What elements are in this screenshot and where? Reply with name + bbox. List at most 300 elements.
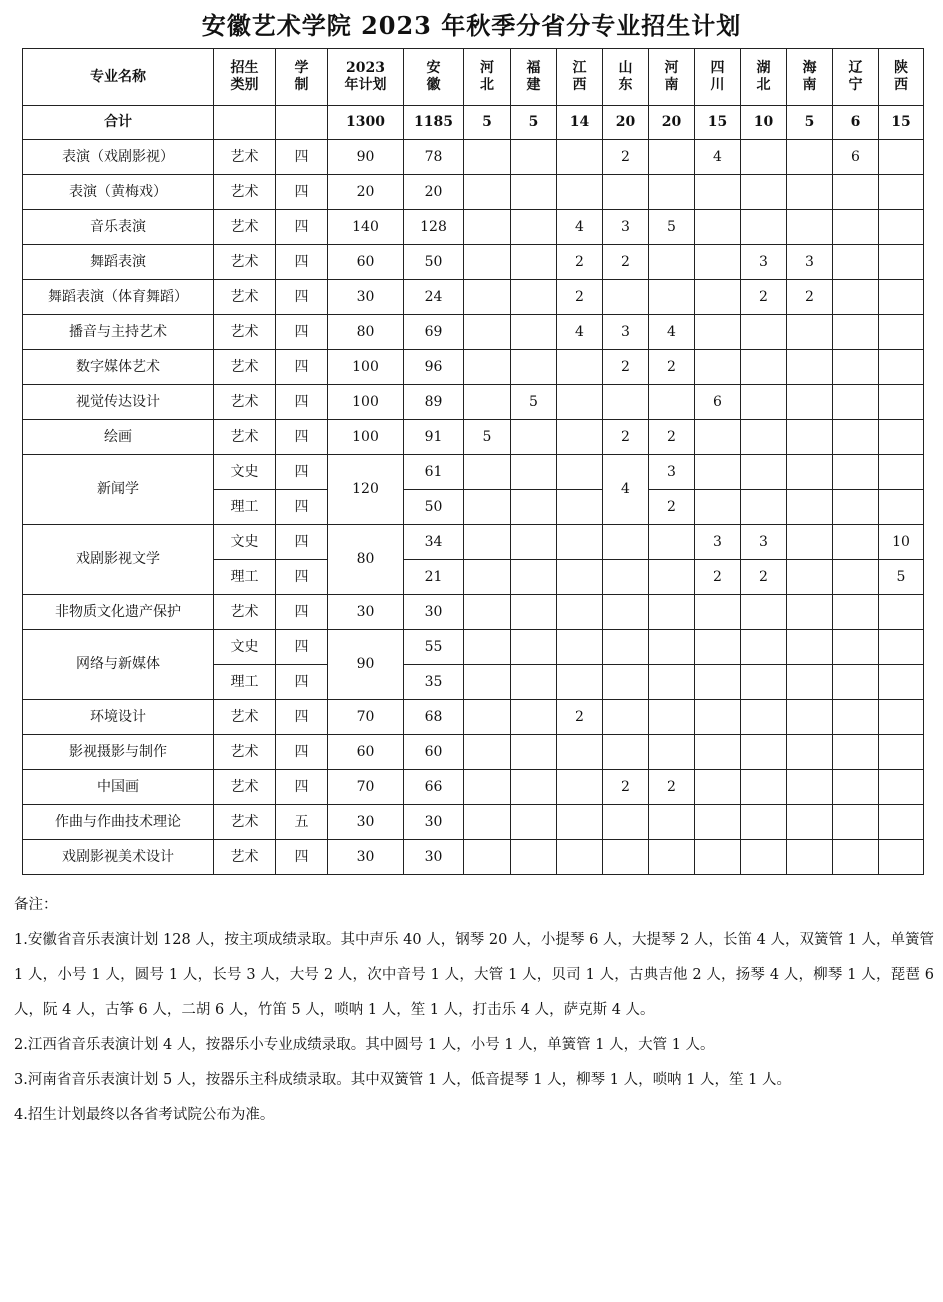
province-cell: 50 [404,245,464,280]
province-cell [741,210,787,245]
table-row [23,175,924,210]
duration-cell: 四 [276,175,328,210]
province-cell [879,490,924,525]
major-name: 音乐表演 [23,210,214,245]
province-cell [464,525,511,560]
province-cell: 3 [695,525,741,560]
province-cell [787,490,833,525]
province-cell [741,735,787,770]
province-cell [741,140,787,175]
table-row [23,385,924,420]
plan-cell: 90 [328,630,404,700]
province-cell: 2 [741,280,787,315]
plan-cell: 80 [328,525,404,595]
province-cell [649,175,695,210]
plan-cell: 90 [328,140,404,175]
plan-cell: 20 [328,175,404,210]
table-row [23,595,924,630]
header-major: 专业名称 [23,49,214,106]
province-cell [787,700,833,735]
duration-cell: 四 [276,280,328,315]
note-item: 4.招生计划最终以各省考试院公布为准。 [14,1107,275,1123]
header-province: 河 北 [464,49,511,106]
table-row [23,700,924,735]
province-cell [741,490,787,525]
province-cell: 2 [603,140,649,175]
plan-cell: 140 [328,210,404,245]
note-item: 2.江西省音乐表演计划 4 人，按器乐小专业成绩录取。其中圆号 1 人，小号 1 人，单簧管 1 人，大管 1 人。 [14,1037,715,1053]
table-row [23,630,924,665]
province-cell [464,560,511,595]
province-cell [557,805,603,840]
total-cell: 1185 [404,106,464,140]
province-cell: 30 [404,595,464,630]
plan-cell: 100 [328,350,404,385]
province-cell [787,315,833,350]
province-cell [787,770,833,805]
province-cell [741,805,787,840]
province-cell [603,700,649,735]
province-cell [787,140,833,175]
province-cell [879,595,924,630]
province-cell [511,455,557,490]
province-cell [603,525,649,560]
category-cell: 文史 [214,525,276,560]
category-cell: 艺术 [214,175,276,210]
category-cell: 艺术 [214,840,276,875]
province-cell [603,735,649,770]
province-cell: 68 [404,700,464,735]
province-cell [695,805,741,840]
province-cell [464,735,511,770]
province-cell [557,350,603,385]
duration-cell: 四 [276,490,328,525]
province-cell [833,315,879,350]
province-cell [741,350,787,385]
province-cell [879,805,924,840]
duration-cell: 四 [276,210,328,245]
province-cell: 21 [404,560,464,595]
category-cell: 理工 [214,665,276,700]
notes-heading: 备注： [14,897,58,913]
plan-cell: 60 [328,735,404,770]
province-cell [649,280,695,315]
province-cell [464,770,511,805]
duration-cell: 四 [276,665,328,700]
plan-cell: 120 [328,455,404,525]
province-cell [695,735,741,770]
province-cell [511,280,557,315]
total-cell: 5 [511,106,557,140]
province-cell: 2 [557,280,603,315]
province-cell [833,595,879,630]
table-row [23,140,924,175]
province-cell [695,630,741,665]
major-name: 网络与新媒体 [23,630,214,700]
province-cell [464,665,511,700]
province-cell: 5 [649,210,695,245]
province-cell [649,805,695,840]
table-cell [276,106,328,140]
province-cell [649,735,695,770]
category-cell: 理工 [214,560,276,595]
duration-cell: 四 [276,385,328,420]
province-cell: 30 [404,840,464,875]
province-cell [741,175,787,210]
province-cell [649,525,695,560]
total-cell: 20 [649,106,695,140]
province-cell: 5 [511,385,557,420]
province-cell [511,245,557,280]
province-cell: 5 [879,560,924,595]
duration-cell: 四 [276,525,328,560]
province-cell [464,210,511,245]
province-cell [464,630,511,665]
category-cell: 理工 [214,490,276,525]
header-row [23,49,924,106]
table-row [23,210,924,245]
province-cell [787,350,833,385]
province-cell [833,665,879,700]
header-plan: 2023 年计划 [328,49,404,106]
province-cell [557,595,603,630]
province-cell [787,455,833,490]
major-name: 视觉传达设计 [23,385,214,420]
province-cell [741,665,787,700]
header-province: 山 东 [603,49,649,106]
province-cell [879,175,924,210]
plan-cell: 100 [328,420,404,455]
category-cell: 艺术 [214,315,276,350]
province-cell [833,735,879,770]
category-cell: 艺术 [214,245,276,280]
province-cell [833,560,879,595]
province-cell [741,455,787,490]
province-cell [511,735,557,770]
province-cell [695,245,741,280]
major-name: 绘画 [23,420,214,455]
province-cell [787,735,833,770]
province-cell: 55 [404,630,464,665]
province-cell: 2 [649,770,695,805]
plan-cell: 80 [328,315,404,350]
province-cell: 3 [741,525,787,560]
total-cell: 5 [787,106,833,140]
province-cell [464,385,511,420]
table-row [23,420,924,455]
province-cell: 2 [557,700,603,735]
category-cell: 文史 [214,630,276,665]
table-row [23,280,924,315]
plan-cell: 30 [328,840,404,875]
province-cell [464,840,511,875]
duration-cell: 五 [276,805,328,840]
province-cell: 3 [603,210,649,245]
province-cell [787,210,833,245]
province-cell [695,490,741,525]
province-cell [464,805,511,840]
province-cell [511,315,557,350]
province-cell [695,665,741,700]
province-cell [464,490,511,525]
table-row [23,525,924,560]
total-cell: 14 [557,106,603,140]
duration-cell: 四 [276,700,328,735]
province-cell [833,210,879,245]
province-cell [879,840,924,875]
plan-cell: 30 [328,280,404,315]
province-cell [557,560,603,595]
province-cell [603,595,649,630]
province-cell: 4 [649,315,695,350]
province-cell [557,455,603,490]
major-name: 播音与主持艺术 [23,315,214,350]
major-name: 中国画 [23,770,214,805]
province-cell: 96 [404,350,464,385]
header-province: 陕 西 [879,49,924,106]
total-plan: 1300 [328,106,404,140]
note-item: 1.安徽省音乐表演计划 128 人，按主项成绩录取。其中声乐 40 人，钢琴 20 人，小提琴 6 人，大提琴 2 人，长笛 4 人，双簧管 1 人，单簧管 1 人，小号 1 人，圆号 1 人，长号 3 人，大号 2 人，次中音号 1 人，大管 1 人，贝司 1 人，古典吉他 2 人，扬琴 4 人，柳琴 1 人，琵琶 6 人，阮 4 人，古筝 6 人，二胡 6 人，竹笛 5 人，唢呐 1 人，笙 1 人，打击乐 4 人，萨克斯 4 人。 [14,932,934,1018]
category-cell: 艺术 [214,595,276,630]
province-cell: 2 [603,245,649,280]
province-cell: 66 [404,770,464,805]
header-province: 海 南 [787,49,833,106]
total-label: 合计 [23,106,214,140]
province-cell [649,140,695,175]
province-cell [787,630,833,665]
province-cell [649,595,695,630]
province-cell [879,280,924,315]
province-cell [511,665,557,700]
province-cell [695,770,741,805]
province-cell [557,420,603,455]
province-cell [741,420,787,455]
province-cell [603,280,649,315]
major-name: 舞蹈表演（体育舞蹈） [23,280,214,315]
major-name: 表演（戏剧影视） [23,140,214,175]
province-cell [464,140,511,175]
province-cell: 2 [603,770,649,805]
major-name: 作曲与作曲技术理论 [23,805,214,840]
province-cell [833,175,879,210]
province-cell [879,350,924,385]
province-cell [833,770,879,805]
province-cell [511,840,557,875]
province-cell: 3 [603,315,649,350]
province-cell: 10 [879,525,924,560]
province-cell [833,385,879,420]
province-cell [557,385,603,420]
province-cell [511,350,557,385]
duration-cell: 四 [276,770,328,805]
province-cell: 50 [404,490,464,525]
province-cell [787,385,833,420]
province-cell [833,700,879,735]
province-cell [557,140,603,175]
province-cell [695,700,741,735]
province-cell [511,770,557,805]
plan-cell: 100 [328,385,404,420]
header-province: 福 建 [511,49,557,106]
province-cell [879,385,924,420]
table-cell [214,106,276,140]
province-cell [557,770,603,805]
plan-cell: 30 [328,595,404,630]
province-cell: 2 [603,420,649,455]
duration-cell: 四 [276,315,328,350]
table-row [23,805,924,840]
major-name: 非物质文化遗产保护 [23,595,214,630]
province-cell: 2 [649,350,695,385]
province-cell [695,350,741,385]
province-cell [557,490,603,525]
table-row [23,840,924,875]
category-cell: 艺术 [214,280,276,315]
province-cell [833,840,879,875]
province-cell [464,595,511,630]
province-cell [787,525,833,560]
province-cell [833,525,879,560]
province-cell [879,735,924,770]
province-cell [603,840,649,875]
province-cell: 35 [404,665,464,700]
duration-cell: 四 [276,455,328,490]
total-row [23,106,924,140]
province-cell [741,630,787,665]
province-cell: 61 [404,455,464,490]
province-cell [787,805,833,840]
duration-cell: 四 [276,140,328,175]
province-cell: 4 [695,140,741,175]
province-cell [741,385,787,420]
table-row [23,735,924,770]
note-item: 3.河南省音乐表演计划 5 人，按器乐主科成绩录取。其中双簧管 1 人，低音提琴 1 人，柳琴 1 人，唢呐 1 人，笙 1 人。 [14,1072,791,1088]
province-cell [511,490,557,525]
province-cell: 24 [404,280,464,315]
province-cell [511,805,557,840]
province-cell [649,560,695,595]
plan-cell: 30 [328,805,404,840]
province-cell [557,840,603,875]
province-cell [464,455,511,490]
major-name: 表演（黄梅戏） [23,175,214,210]
total-cell: 5 [464,106,511,140]
province-cell [649,700,695,735]
province-cell [787,420,833,455]
province-cell [833,245,879,280]
total-cell: 6 [833,106,879,140]
province-cell [511,210,557,245]
province-cell [557,525,603,560]
province-cell [787,840,833,875]
table-row [23,350,924,385]
province-cell [879,315,924,350]
major-name: 戏剧影视文学 [23,525,214,595]
province-cell [741,315,787,350]
province-cell: 4 [603,455,649,525]
page-title: 安徽艺术学院 2023 年秋季分省分专业招生计划 [201,11,742,40]
table-row [23,770,924,805]
category-cell: 艺术 [214,140,276,175]
category-cell: 艺术 [214,735,276,770]
category-cell: 艺术 [214,385,276,420]
province-cell: 60 [404,735,464,770]
province-cell [464,280,511,315]
duration-cell: 四 [276,735,328,770]
notes [14,888,934,1133]
province-cell [603,630,649,665]
category-cell: 艺术 [214,350,276,385]
header-province: 四 川 [695,49,741,106]
province-cell [603,385,649,420]
province-cell [695,280,741,315]
province-cell: 128 [404,210,464,245]
province-cell [879,455,924,490]
province-cell [511,175,557,210]
province-cell: 2 [695,560,741,595]
province-cell [511,560,557,595]
province-cell [695,455,741,490]
duration-cell: 四 [276,350,328,385]
province-cell [879,770,924,805]
province-cell [695,840,741,875]
province-cell [464,700,511,735]
province-cell: 2 [649,420,695,455]
province-cell: 2 [557,245,603,280]
province-cell [649,385,695,420]
province-cell [464,315,511,350]
province-cell: 3 [741,245,787,280]
category-cell: 艺术 [214,210,276,245]
province-cell: 6 [695,385,741,420]
province-cell [603,665,649,700]
province-cell [787,175,833,210]
province-cell: 2 [649,490,695,525]
header-duration: 学 制 [276,49,328,106]
duration-cell: 四 [276,245,328,280]
province-cell [787,595,833,630]
header-province: 河 南 [649,49,695,106]
province-cell: 2 [603,350,649,385]
header-province: 安 徽 [404,49,464,106]
province-cell [833,280,879,315]
province-cell: 34 [404,525,464,560]
province-cell: 20 [404,175,464,210]
major-name: 数字媒体艺术 [23,350,214,385]
province-cell [833,350,879,385]
province-cell: 2 [741,560,787,595]
province-cell: 3 [787,245,833,280]
province-cell [833,455,879,490]
province-cell [649,665,695,700]
province-cell [879,665,924,700]
province-cell [833,490,879,525]
header-category: 招生 类别 [214,49,276,106]
province-cell [879,700,924,735]
header-province: 江 西 [557,49,603,106]
duration-cell: 四 [276,840,328,875]
province-cell [511,630,557,665]
province-cell [649,840,695,875]
table-row [23,315,924,350]
province-cell [603,560,649,595]
header-province: 辽 宁 [833,49,879,106]
province-cell: 4 [557,210,603,245]
province-cell [695,315,741,350]
total-cell: 15 [879,106,924,140]
province-cell [557,175,603,210]
province-cell [649,245,695,280]
